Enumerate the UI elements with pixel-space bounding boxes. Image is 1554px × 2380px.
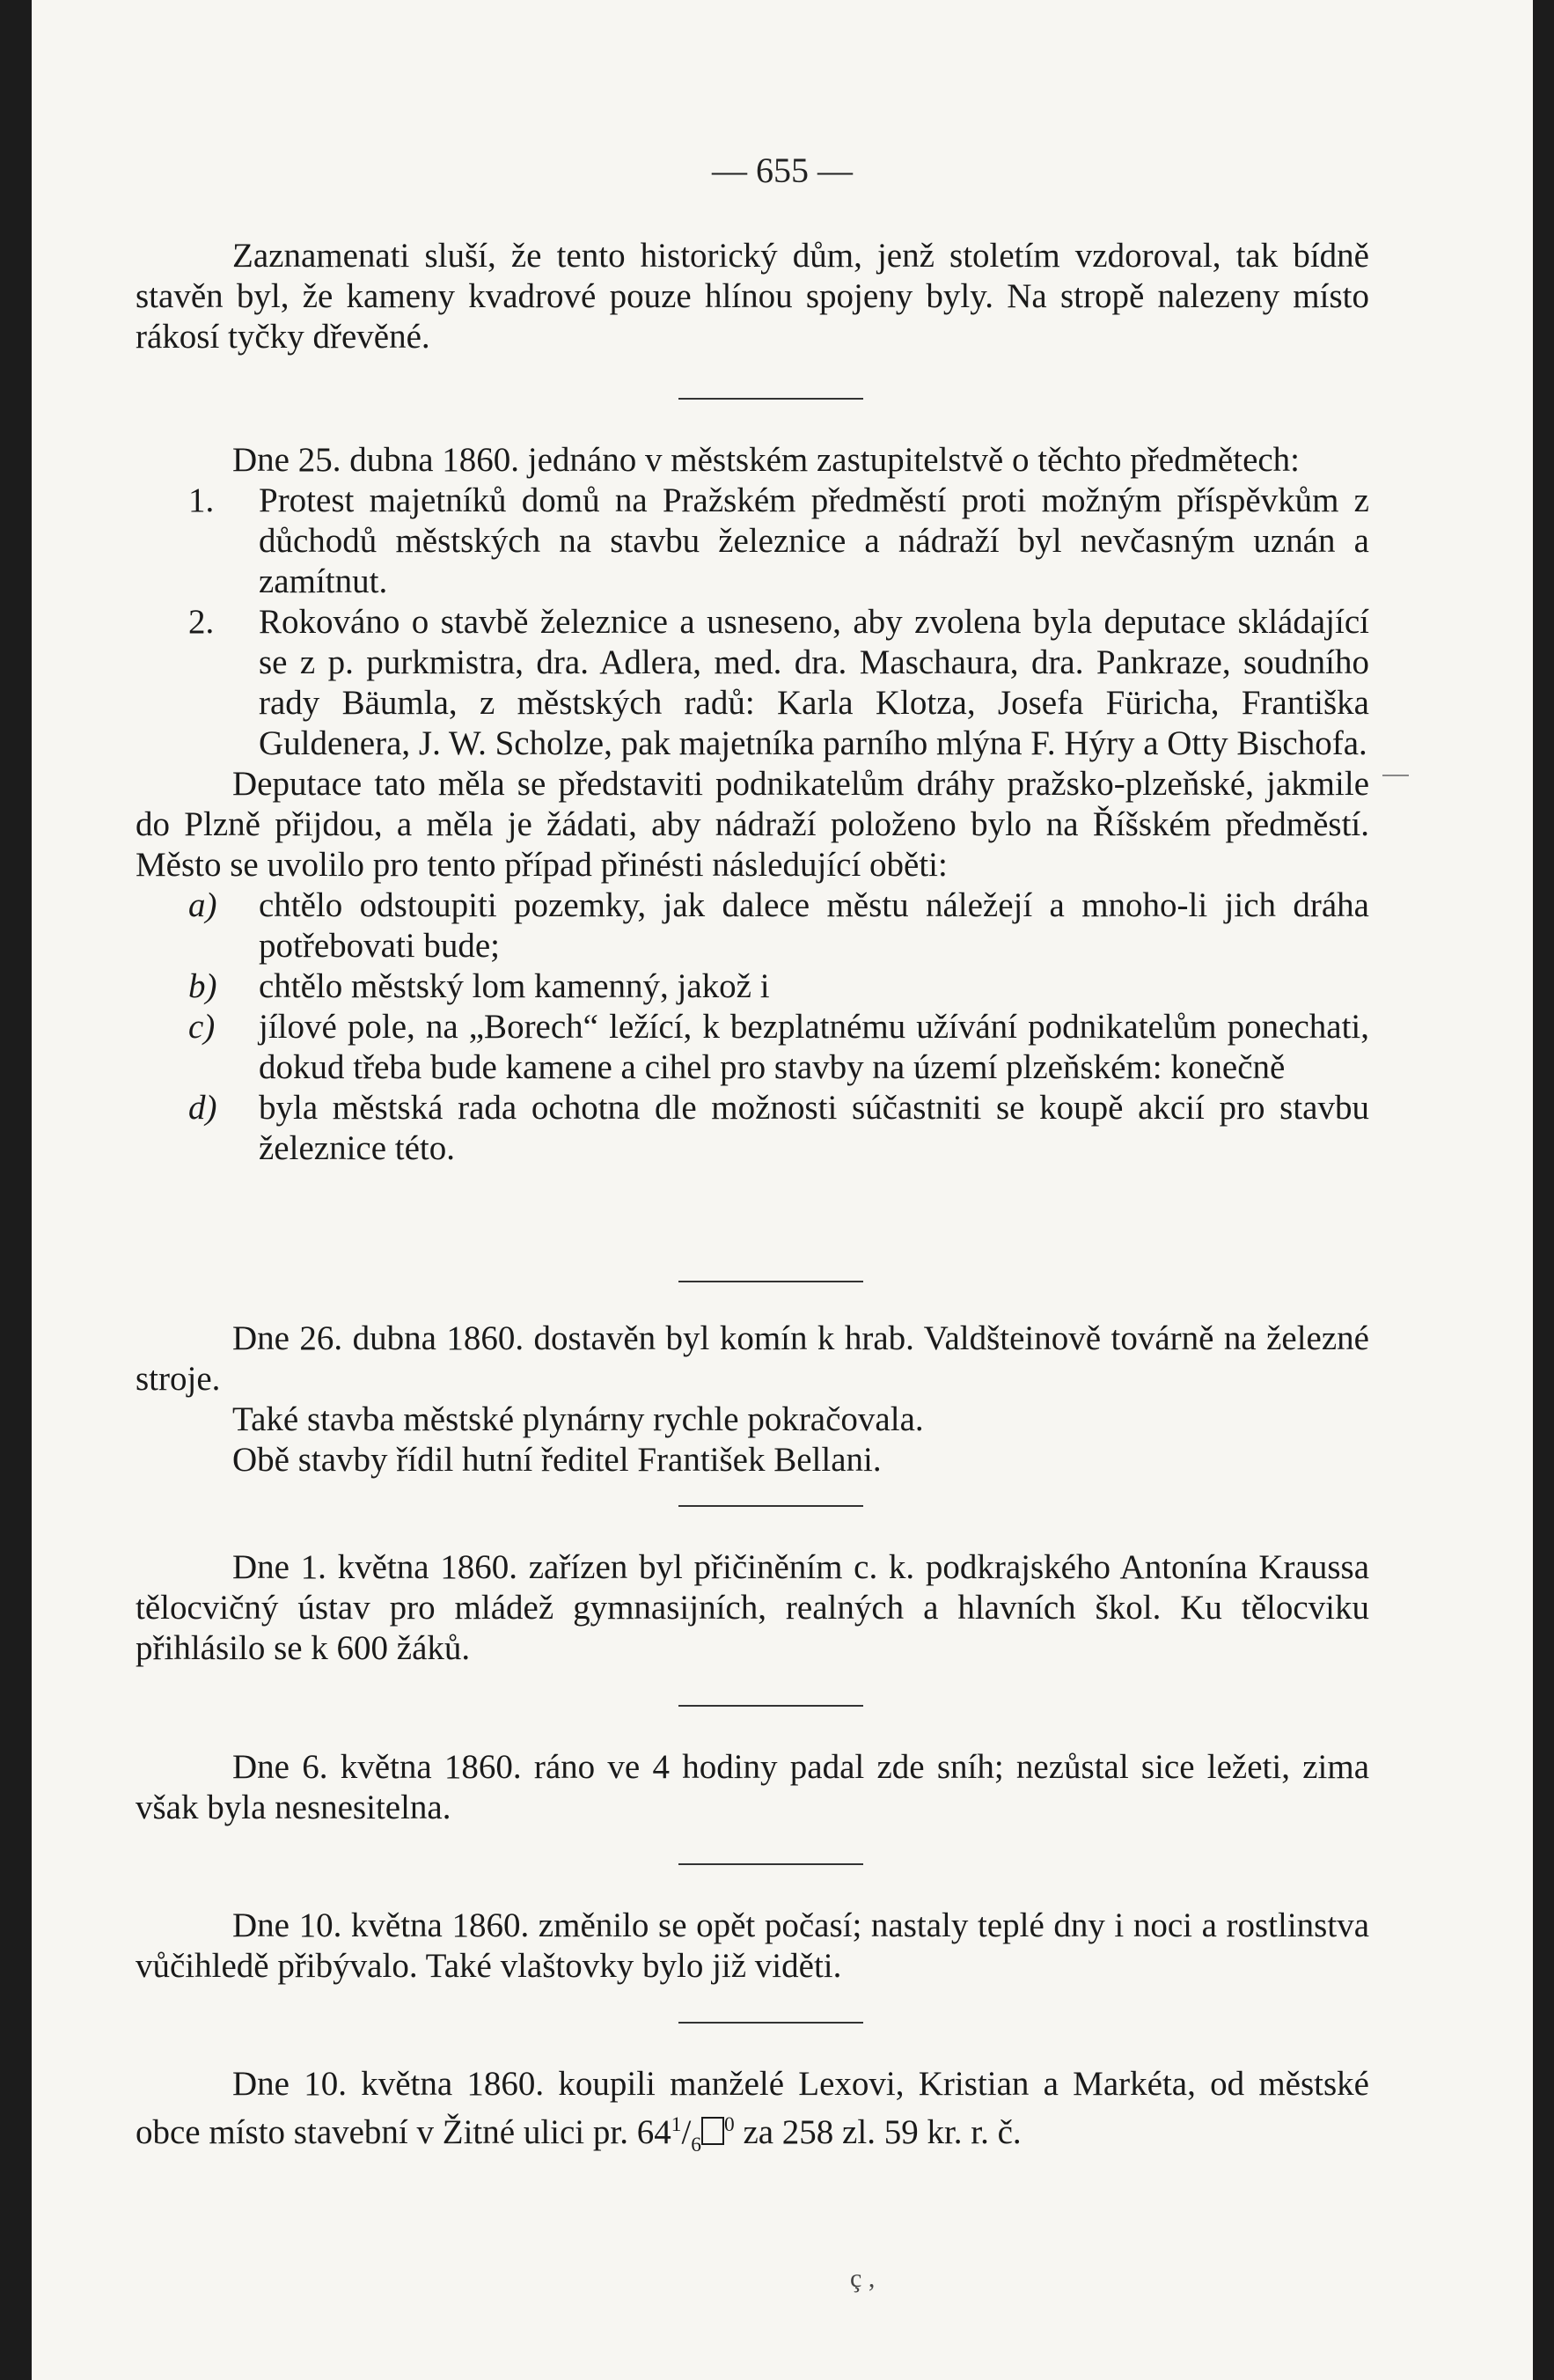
fraction-denominator: 6 xyxy=(691,2133,701,2156)
text-run: Dne 10. května 1860. koupili manželé Lexovi, Kristian a Markéta, od městské obce místo stavební v Žitné ulici pr. 64 xyxy=(136,2065,1369,2151)
list-item-1 xyxy=(136,481,1369,602)
degree-mark: 0 xyxy=(723,2113,735,2136)
list-letter: c) xyxy=(188,1008,216,1046)
section-divider xyxy=(678,1281,863,1282)
text-run: za 258 zl. 59 kr. r. č. xyxy=(734,2113,1022,2151)
page-number: — 655 — xyxy=(712,151,853,190)
list-text: Rokováno o stavbě železnice a usneseno, aby zvolena byla deputace skládající se z p. purkmistra, dra. Adlera, med. dra. Maschaura, dra. Pankraze, soudního rady Bäumla, z městských radů: Karla Klotza, Josefa Füricha, Františka Guldenera, J. W. Scholze, pak majetníka parního mlýna F. Hýry a Otty Bischofa. xyxy=(259,603,1369,762)
section-april-26 xyxy=(136,1319,1369,1480)
section-divider xyxy=(678,1863,863,1865)
list-item-a xyxy=(136,885,1369,966)
list-number: 1. xyxy=(188,481,215,519)
section-divider xyxy=(678,1505,863,1507)
paragraph-text: Dne 6. května 1860. ráno ve 4 hodiny padal zde sníh; nezůstal sice ležeti, zima však byla nesnesitelna. xyxy=(136,1748,1369,1826)
list-item-2 xyxy=(136,602,1369,764)
section-divider xyxy=(678,398,863,400)
list-letter: d) xyxy=(188,1089,217,1127)
fraction-numerator: 1 xyxy=(671,2113,682,2136)
paragraph-text: Dne 10. května 1860. změnilo se opět počasí; nastaly teplé dny i noci a rostlinstva vůčihledě přibývalo. Také vlaštovky bylo již viděti. xyxy=(136,1906,1369,1985)
section-may-6 xyxy=(136,1747,1369,1828)
paragraph-text: Také stavba městské plynárny rychle pokračovala. xyxy=(232,1400,924,1438)
section-april-25 xyxy=(136,440,1369,1169)
paragraph-intro: Dne 25. dubna 1860. jednáno v městském zastupitelstvě o těchto předmětech: xyxy=(232,441,1301,479)
list-number: 2. xyxy=(188,603,215,641)
paragraph-text: Obě stavby řídil hutní ředitel František Bellani. xyxy=(232,1441,882,1479)
section-may-1 xyxy=(136,1547,1369,1669)
library-stamp-mark: ç , xyxy=(850,2264,876,2293)
section-divider xyxy=(678,2022,863,2024)
paragraph-deputation: Deputace tato měla se představiti podnikatelům dráhy pražsko-plzeňské, jakmile do Plzně přijdou, a měla je žádati, aby nádraží položeno bylo na Říšském předměstí. Město se uvolilo pro tento případ přinésti následující oběti: xyxy=(136,765,1369,884)
list-text: chtělo odstoupiti pozemky, jak dalece městu náležejí a mnoho-li jich dráha potřebovati bude; xyxy=(259,886,1369,965)
paragraph-text: Dne 26. dubna 1860. dostavěn byl komín k hrab. Valdšteinově továrně na železné stroje. xyxy=(136,1319,1369,1398)
list-text: byla městská rada ochotna dle možnosti súčastniti se koupě akcií pro stavbu železnice této. xyxy=(259,1089,1369,1167)
list-item-c xyxy=(136,1007,1369,1088)
section-divider xyxy=(678,1705,863,1707)
list-letter: a) xyxy=(188,886,217,924)
section-may-10-weather xyxy=(136,1906,1369,1987)
margin-pencil-mark xyxy=(1382,775,1409,776)
list-text: chtělo městský lom kamenný, jakož i xyxy=(259,967,770,1005)
book-page xyxy=(32,0,1533,2380)
list-item-b xyxy=(136,966,1369,1007)
paragraph-historic-house xyxy=(136,236,1369,357)
square-fathom-symbol xyxy=(701,2117,724,2145)
paragraph-text: Zaznamenati sluší, že tento historický dům, jenž stoletím vzdoroval, tak bídně stavěn byl, že kameny kvadrové pouze hlínou spojeny byly. Na stropě nalezeny místo rákosí tyčky dřevěné. xyxy=(136,237,1369,356)
list-text: Protest majetníků domů na Pražském předměstí proti možným příspěvkům z důchodů městských na stavbu železnice a nádraží byl nevčasným uznán a zamítnut. xyxy=(259,481,1369,600)
list-text: jílové pole, na „Borech“ ležící, k bezplatnému užívání podnikatelům ponechati, dokud třeba bude kamene a cihel pro stavby na území plzeňském: konečně xyxy=(259,1008,1369,1086)
list-item-d xyxy=(136,1088,1369,1169)
paragraph-text: Dne 1. května 1860. zařízen byl přičiněním c. k. podkrajského Antonína Kraussa tělocvičný ústav pro mládež gymnasijních, realných a hlavních škol. Ku tělocviku přihlásilo se k 600 žáků. xyxy=(136,1548,1369,1667)
section-may-10-purchase xyxy=(136,2064,1369,2165)
paragraph-text: Dne 10. května 1860. koupili manželé Lexovi, Kristian a Markéta, od městské obce místo stavební v Žitné ulici pr. $64^1/_6^0$ za 258 zl. 59 kr. r. č. xyxy=(136,2065,1369,2156)
list-letter: b) xyxy=(188,967,217,1005)
